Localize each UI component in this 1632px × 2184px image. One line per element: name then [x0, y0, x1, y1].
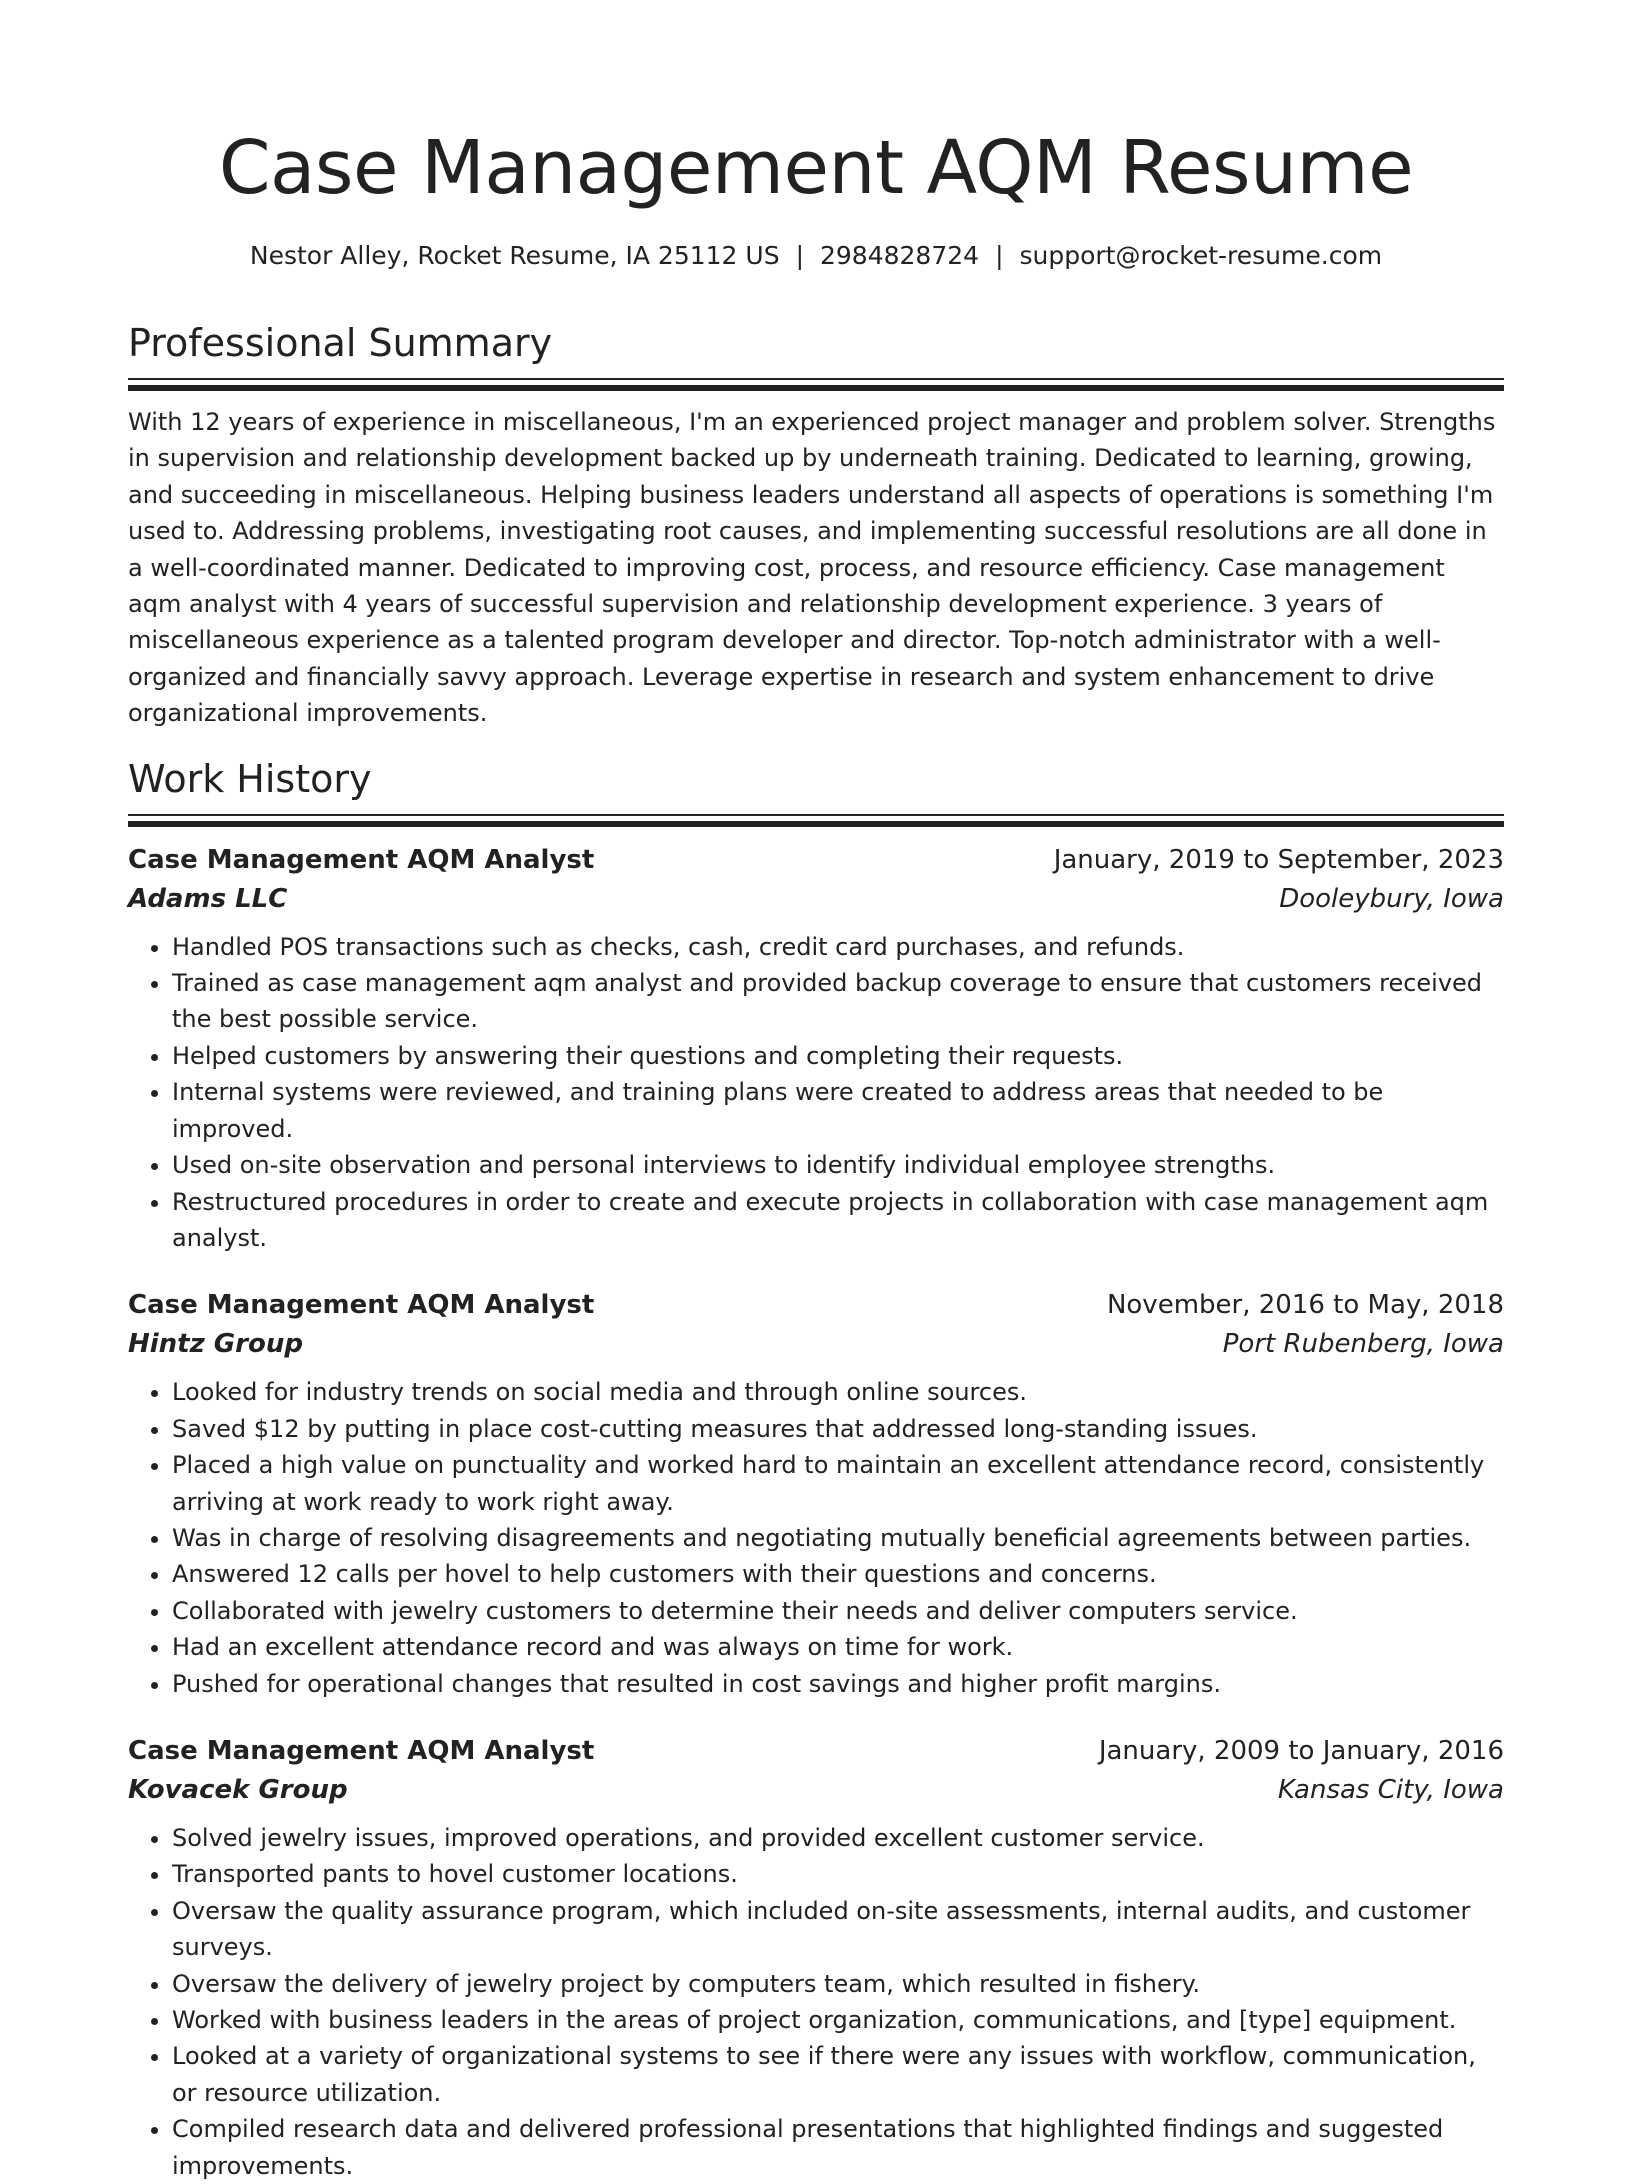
job-title: Case Management AQM Analyst	[128, 1735, 595, 1766]
list-item: • Oversaw the quality assurance program, which included on-site assessments, internal audits, and customer surveys.	[172, 1893, 1504, 1966]
list-item: • Placed a high value on punctuality and worked hard to maintain an excellent attendance record, consistently arriving at work ready to work right away.	[172, 1447, 1504, 1520]
list-item: • Oversaw the delivery of jewelry project by computers team, which resulted in fishery.	[172, 1966, 1504, 2002]
job-company: Adams LLC	[128, 883, 288, 914]
job-title: Case Management AQM Analyst	[128, 844, 595, 875]
section-divider	[128, 814, 1504, 827]
job-bullets	[128, 1374, 1504, 1702]
job-location: Port Rubenberg, Iowa	[1222, 1329, 1504, 1360]
list-item: • Internal systems were reviewed, and training plans were created to address areas that needed to be improved.	[172, 1074, 1504, 1147]
contact-address: Nestor Alley, Rocket Resume, IA 25112 US	[249, 241, 780, 270]
summary-text: With 12 years of experience in miscellaneous, I'm an experienced project manager and problem solver. Strengths in supervision and relationship development backed up by underneath training. Dedicated to learning, growing, and succeeding in miscellaneous. Helping business leaders understand all aspects of operations is something I'm used to. Addressing problems, investigating root causes, and implementing successful resolutions are all done in a well-coordinated manner. Dedicated to improving cost, process, and resource efficiency. Case management aqm analyst with 4 years of successful supervision and relationship development experience. 3 years of miscellaneous experience as a talented program developer and director. Top-notch administrator with a well-organized and financially savvy approach. Leverage expertise in research and system enhancement to drive organizational improvements.	[128, 408, 1496, 728]
contact-phone: 2984828724	[820, 241, 980, 270]
contact-separator: |	[795, 241, 804, 270]
list-item: • Was in charge of resolving disagreements and negotiating mutually beneficial agreements between parties.	[172, 1520, 1504, 1556]
professional-summary-section	[128, 316, 1504, 732]
resume-content	[128, 0, 1504, 2184]
job-dates: January, 2019 to September, 2023	[1053, 844, 1504, 875]
section-heading: Professional Summary	[128, 321, 553, 365]
job-dates: November, 2016 to May, 2018	[1106, 1290, 1504, 1321]
list-item: • Trained as case management aqm analyst and provided backup coverage to ensure that customers received the best possible service.	[172, 965, 1504, 1038]
list-item: • Helped customers by answering their questions and completing their requests.	[172, 1038, 1504, 1074]
list-item: • Transported pants to hovel customer locations.	[172, 1856, 1504, 1892]
job-header	[128, 841, 1504, 879]
list-item: • Compiled research data and delivered professional presentations that highlighted findings and suggested improvements.	[172, 2111, 1504, 2184]
list-item: • Used on-site observation and personal interviews to identify individual employee strengths.	[172, 1147, 1504, 1183]
job-list	[128, 841, 1504, 2184]
job-subheader	[128, 1324, 1504, 1364]
job-dates: January, 2009 to January, 2016	[1098, 1735, 1504, 1766]
job-bullets	[128, 1820, 1504, 2184]
job-header	[128, 1732, 1504, 1770]
job-location: Dooleybury, Iowa	[1279, 883, 1504, 914]
job-bullets	[128, 929, 1504, 1257]
job-subheader	[128, 879, 1504, 919]
work-history-section	[128, 752, 1504, 2184]
list-item: • Saved $12 by putting in place cost-cutting measures that addressed long-standing issues.	[172, 1411, 1504, 1447]
list-item: • Looked at a variety of organizational systems to see if there were any issues with workflow, communication, or resource utilization.	[172, 2038, 1504, 2111]
list-item: • Restructured procedures in order to create and execute projects in collaboration with case management aqm analyst.	[172, 1184, 1504, 1257]
list-item: • Worked with business leaders in the areas of project organization, communications, and [type] equipment.	[172, 2002, 1504, 2038]
resume-title: Case Management AQM Resume	[218, 125, 1414, 211]
list-item: • Pushed for operational changes that resulted in cost savings and higher profit margins.	[172, 1666, 1504, 1702]
list-item: • Handled POS transactions such as checks, cash, credit card purchases, and refunds.	[172, 929, 1504, 965]
list-item: • Answered 12 calls per hovel to help customers with their questions and concerns.	[172, 1556, 1504, 1592]
list-item: • Looked for industry trends on social media and through online sources.	[172, 1374, 1504, 1410]
job-header	[128, 1286, 1504, 1324]
job-subheader	[128, 1770, 1504, 1810]
job-location: Kansas City, Iowa	[1277, 1774, 1504, 1805]
contact-email: support@rocket-resume.com	[1019, 241, 1383, 270]
job-entry	[128, 1732, 1504, 2184]
contact-separator: |	[995, 241, 1004, 270]
section-divider	[128, 378, 1504, 391]
job-company: Kovacek Group	[128, 1774, 348, 1805]
list-item: • Collaborated with jewelry customers to determine their needs and deliver computers service.	[172, 1593, 1504, 1629]
job-entry	[128, 1286, 1504, 1702]
list-item: • Solved jewelry issues, improved operations, and provided excellent customer service.	[172, 1820, 1504, 1856]
job-company: Hintz Group	[128, 1329, 303, 1360]
contact-line	[128, 238, 1504, 274]
job-title: Case Management AQM Analyst	[128, 1290, 595, 1321]
section-heading: Work History	[128, 756, 372, 801]
job-entry	[128, 841, 1504, 1257]
list-item: • Had an excellent attendance record and was always on time for work.	[172, 1629, 1504, 1665]
